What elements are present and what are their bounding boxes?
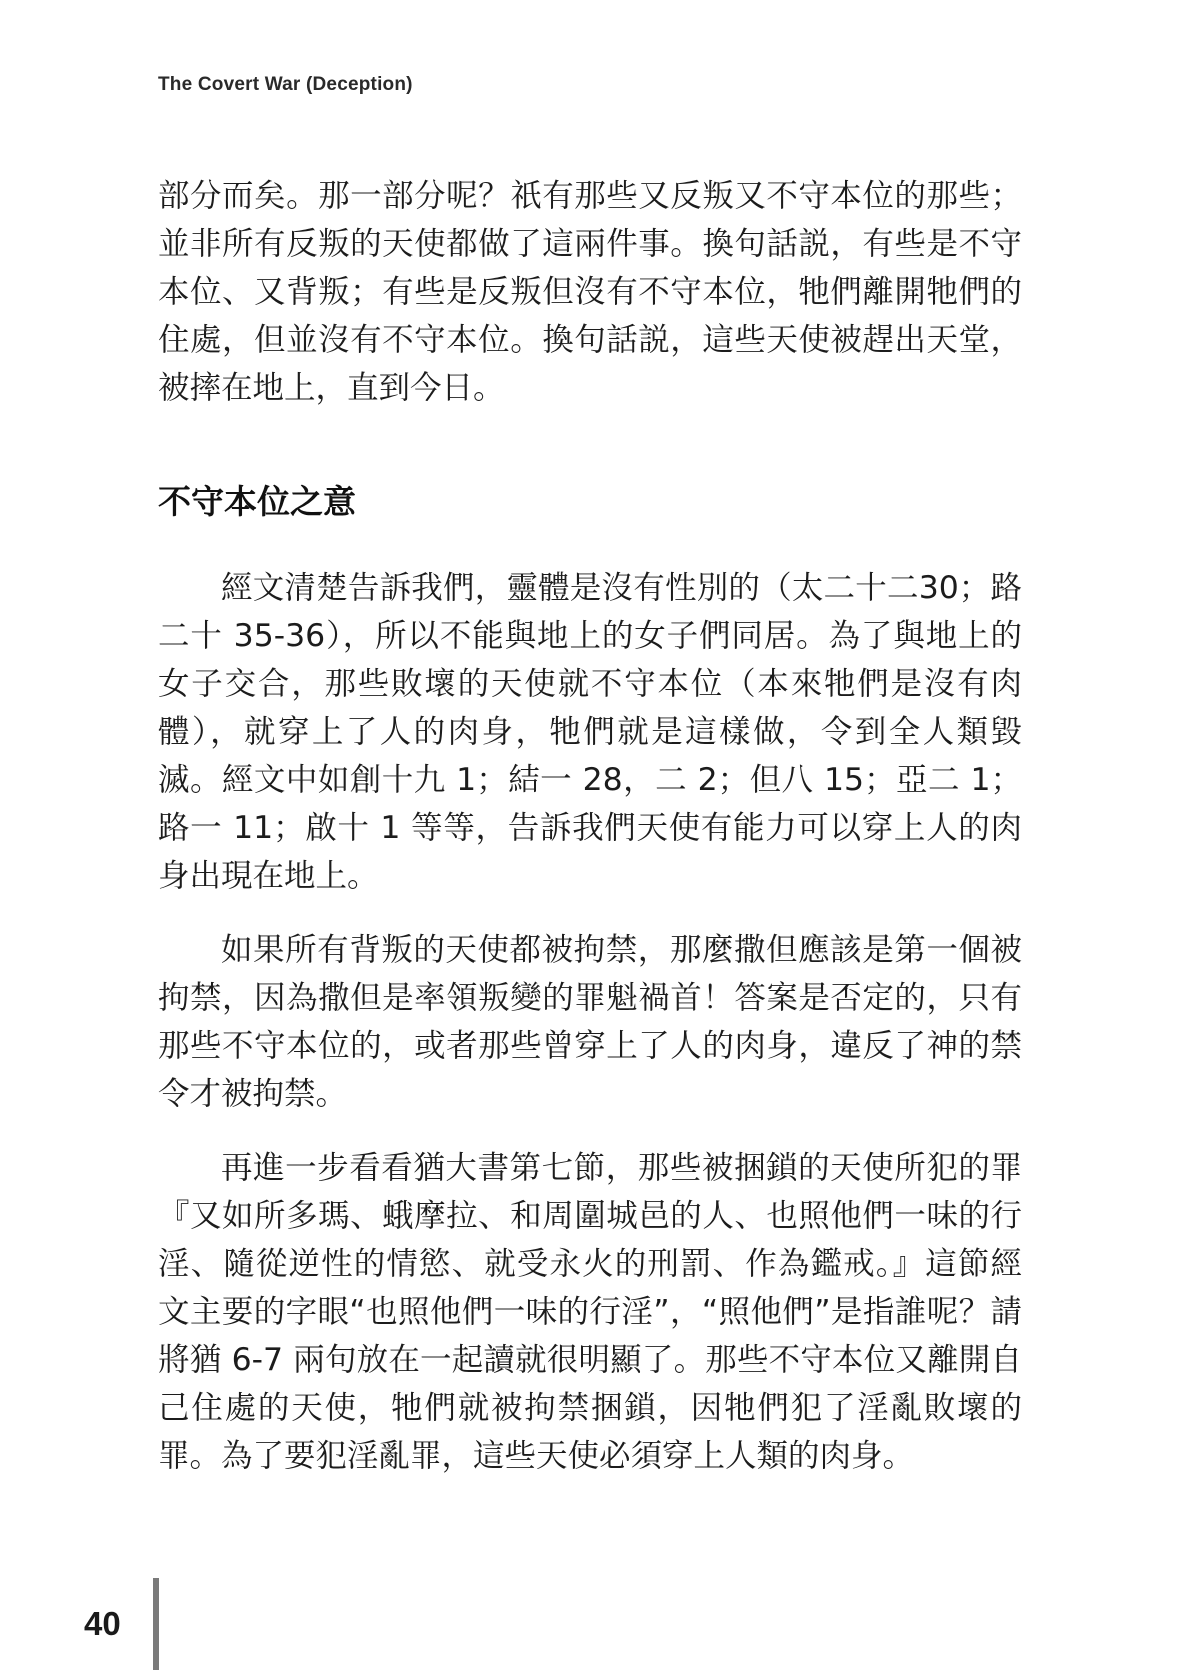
opening-paragraph: 部分而矣。那一部分呢？祇有那些又反叛又不守本位的那些；並非所有反叛的天使都做了這兩件事。換句話説，有些是不守本位、又背叛；有些是反叛但沒有不守本位，牠們離開牠們的住處，但並沒有不守本位。換句話説，這些天使被趕出天堂，被摔在地上，直到今日。 bbox=[158, 178, 1022, 406]
page-body bbox=[158, 172, 1022, 1480]
page-number: 40 bbox=[84, 1605, 121, 1642]
running-header: The Covert War (Deception) bbox=[158, 74, 413, 95]
paragraph-1: 經文清楚告訴我們，靈體是沒有性別的（太二十二30；路二十 35-36），所以不能與地上的女子們同居。為了與地上的女子交合，那些敗壞的天使就不守本位（本來牠們是沒有肉體），就穿上了人的肉身，牠們就是這樣做，令到全人類毀滅。經文中如創十九 1；結一 28，二 2；但八 15；亞二 1；路一 11；啟十 1 等等，告訴我們天使有能力可以穿上人的肉身出現在地上。 bbox=[158, 570, 1022, 894]
paragraph-2: 如果所有背叛的天使都被拘禁，那麼撒但應該是第一個被拘禁，因為撒但是率領叛變的罪魁禍首！答案是否定的，只有那些不守本位的，或者那些曾穿上了人的肉身，違反了神的禁令才被拘禁。 bbox=[158, 932, 1022, 1112]
paragraph-3: 再進一步看看猶大書第七節，那些被捆鎖的天使所犯的罪『又如所多瑪、蛾摩拉、和周圍城邑的人、也照他們一味的行淫、隨從逆性的情慾、就受永火的刑罰、作為鑑戒。』這節經文主要的字眼“也照他們一味的行淫”，“照他們”是指誰呢？請將猶 6-7 兩句放在一起讀就很明顯了。那些不守本位又離開自己住處的天使，牠們就被拘禁捆鎖，因牠們犯了淫亂敗壞的罪。為了要犯淫亂罪，這些天使必須穿上人類的肉身。 bbox=[158, 1150, 1022, 1474]
section-title: 不守本位之意 bbox=[158, 482, 356, 521]
footer-vertical-rule bbox=[153, 1578, 159, 1670]
